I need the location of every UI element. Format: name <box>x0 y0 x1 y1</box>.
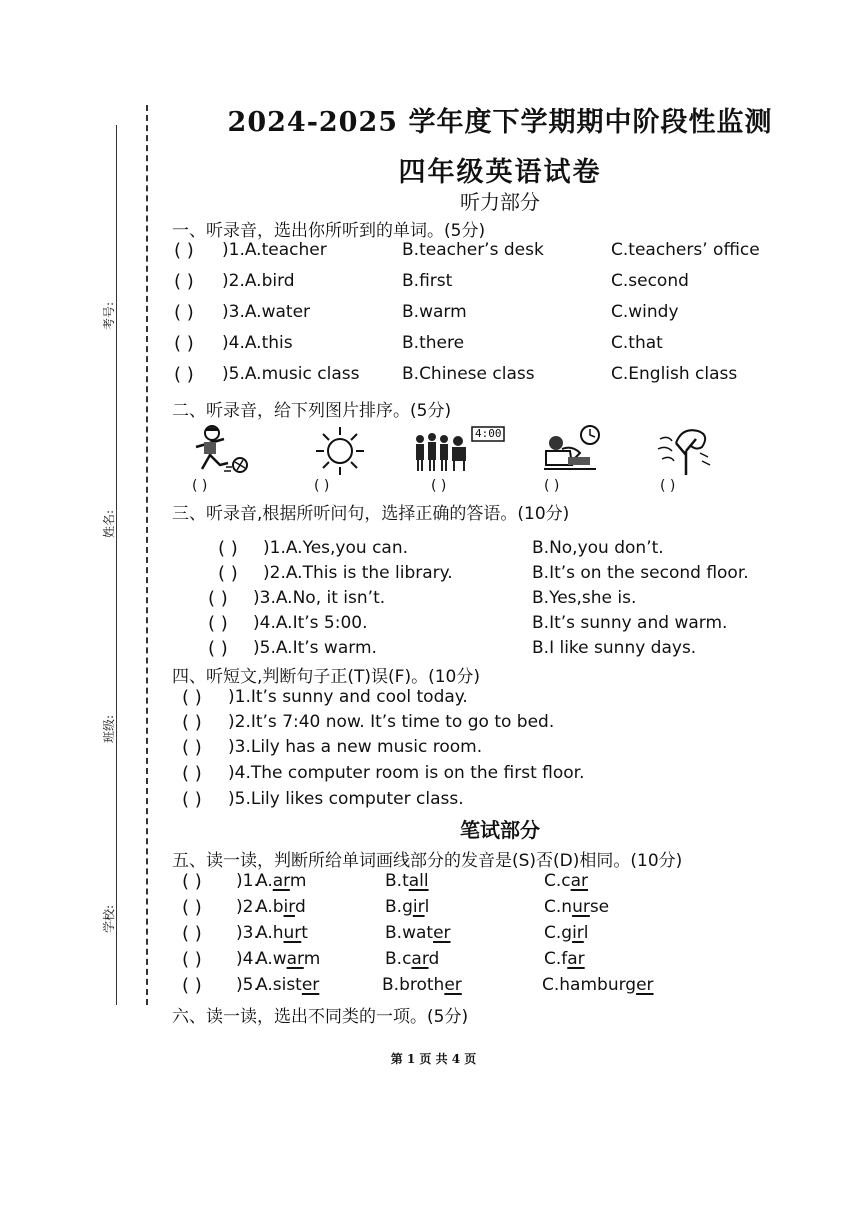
answer-blank[interactable]: ( ) <box>182 871 202 892</box>
word-part: A.sist <box>256 975 302 995</box>
question-row <box>0 333 867 361</box>
question-row <box>0 563 867 591</box>
section2-heading: 二、听录音，给下列图片排序。(5分) <box>172 401 452 421</box>
question-row <box>0 588 867 616</box>
option-a: )3.A.water <box>222 302 311 322</box>
answer-blank[interactable]: ( ) <box>208 613 228 634</box>
underlined-part: ur <box>283 923 302 943</box>
option-a <box>256 975 319 995</box>
page-footer: 第 1 页 共 4 页 <box>390 1052 477 1066</box>
word-part: m <box>303 949 321 969</box>
answer-blank[interactable]: ( ) <box>182 923 202 944</box>
option-c: C.English class <box>611 364 738 384</box>
answer-blank[interactable]: ( ) <box>182 737 202 758</box>
underlined-part: er <box>636 975 654 995</box>
option-c <box>544 949 585 969</box>
windy-tree-icon <box>656 425 716 477</box>
underlined-part: ar <box>272 871 290 891</box>
word-part: C.g <box>544 923 573 943</box>
answer-blank[interactable]: ( ) <box>182 712 202 733</box>
option-b: B.first <box>402 271 453 291</box>
option-c <box>544 897 609 917</box>
option-a <box>256 949 320 969</box>
statement: )1.It’s sunny and cool today. <box>228 687 468 707</box>
word-part: se <box>589 897 610 917</box>
word-part: t <box>301 923 308 943</box>
underlined-part: ur <box>572 897 590 917</box>
word-part: C.hamburg <box>542 975 637 995</box>
word-part: C.n <box>544 897 573 917</box>
answer-blank[interactable]: ( ) <box>218 538 238 559</box>
option-a: )1.A.teacher <box>222 240 327 260</box>
picture-answer-4[interactable]: ( ) <box>544 478 560 494</box>
question-row <box>0 364 867 392</box>
option-b: B.there <box>402 333 465 353</box>
question-row <box>0 613 867 641</box>
answer-blank[interactable]: ( ) <box>208 588 228 609</box>
option-c: C.teachers’ office <box>611 240 760 260</box>
word-part: B.broth <box>382 975 445 995</box>
boy-playing-football-icon <box>188 425 258 477</box>
underlined-part: ar <box>570 871 589 891</box>
option-b: B.Chinese class <box>402 364 535 384</box>
section6-heading: 六、读一读，选出不同类的一项。(5分) <box>172 1007 469 1027</box>
question-row <box>0 763 867 791</box>
option-b: B.I like sunny days. <box>532 638 697 658</box>
exam-title: 2024-2025 学年度下学期期中阶段性监测 <box>227 107 773 138</box>
option-a: )5.A.It’s warm. <box>253 638 377 658</box>
option-c: C.second <box>611 271 689 291</box>
word-part: B.g <box>385 897 413 917</box>
word-part: C.f <box>544 949 568 969</box>
option-b <box>385 949 439 969</box>
word-part: A.w <box>256 949 287 969</box>
option-a: )2.A.This is the library. <box>263 563 453 583</box>
option-c: C.that <box>611 333 663 353</box>
answer-blank[interactable]: ( ) <box>174 271 194 292</box>
word-part: d <box>428 949 440 969</box>
underlined-part: ar <box>411 949 429 969</box>
item-number: )2. <box>236 897 259 917</box>
school-label: 学校: <box>102 904 116 933</box>
underlined-part: ar <box>567 949 585 969</box>
word-part: A. <box>256 871 273 891</box>
answer-blank[interactable]: ( ) <box>174 364 194 385</box>
option-b <box>382 975 462 995</box>
clock-time-label: 4:00 <box>475 427 502 440</box>
underlined-part: ar <box>286 949 304 969</box>
option-a: )3.A.No, it isn’t. <box>253 588 386 608</box>
question-row <box>0 687 867 715</box>
answer-blank[interactable]: ( ) <box>182 687 202 708</box>
question-row <box>0 897 867 925</box>
answer-blank[interactable]: ( ) <box>182 975 202 996</box>
answer-blank[interactable]: ( ) <box>182 789 202 810</box>
picture-answer-1[interactable]: ( ) <box>192 478 208 494</box>
answer-blank[interactable]: ( ) <box>208 638 228 659</box>
question-row <box>0 871 867 899</box>
option-b: B.It’s on the second floor. <box>532 563 749 583</box>
exam-subtitle: 四年级英语试卷 <box>398 157 602 188</box>
underlined-part: ir <box>412 897 425 917</box>
option-b: B.It’s sunny and warm. <box>532 613 728 633</box>
option-a: )5.A.music class <box>222 364 360 384</box>
option-b: B.warm <box>402 302 467 322</box>
word-part: m <box>289 871 307 891</box>
question-row <box>0 975 867 1003</box>
answer-blank[interactable]: ( ) <box>182 949 202 970</box>
picture-answer-2[interactable]: ( ) <box>314 478 330 494</box>
option-c: C.windy <box>611 302 679 322</box>
option-a: )4.A.It’s 5:00. <box>253 613 368 633</box>
option-a <box>256 897 306 917</box>
boy-sleeping-clock-icon <box>540 425 606 477</box>
item-number: )1. <box>236 871 259 891</box>
answer-blank[interactable]: ( ) <box>174 333 194 354</box>
statement: )5.Lily likes computer class. <box>228 789 464 809</box>
listening-part-heading: 听力部分 <box>460 190 540 214</box>
option-a <box>256 923 308 943</box>
statement: )2.It’s 7:40 now. It’s time to go to bed. <box>228 712 555 732</box>
word-part: B.t <box>385 871 409 891</box>
option-c <box>544 871 588 891</box>
item-number: )5. <box>236 975 259 995</box>
question-row <box>0 240 867 268</box>
item-number: )3. <box>236 923 259 943</box>
option-b <box>385 871 429 891</box>
option-b: B.Yes,she is. <box>532 588 637 608</box>
answer-blank[interactable]: ( ) <box>182 897 202 918</box>
option-a: )2.A.bird <box>222 271 295 291</box>
word-part: d <box>294 897 306 917</box>
question-row <box>0 737 867 765</box>
word-part: B.wat <box>385 923 434 943</box>
word-part: B.c <box>385 949 412 969</box>
option-b <box>385 923 451 943</box>
option-b: B.teacher’s desk <box>402 240 544 260</box>
option-b <box>385 897 429 917</box>
section3-heading: 三、听录音,根据所听问句，选择正确的答语。(10分) <box>172 504 570 524</box>
question-row <box>0 302 867 330</box>
option-a: )4.A.this <box>222 333 293 353</box>
option-a <box>256 871 306 891</box>
word-part: A.h <box>256 923 284 943</box>
answer-blank[interactable]: ( ) <box>182 763 202 784</box>
picture-row <box>0 425 867 505</box>
students-and-clock-icon <box>412 425 508 477</box>
question-row <box>0 271 867 299</box>
written-part-heading: 笔试部分 <box>460 818 540 842</box>
class-label: 班级: <box>102 714 116 743</box>
name-label: 姓名: <box>102 509 116 538</box>
statement: )4.The computer room is on the first floor. <box>228 763 585 783</box>
question-row <box>0 712 867 740</box>
underlined-part: er <box>301 975 320 995</box>
sun-icon <box>312 425 368 477</box>
underlined-part: er <box>444 975 462 995</box>
underlined-part: ir <box>572 923 584 943</box>
section1-heading: 一、听录音，选出你所听到的单词。(5分) <box>172 221 486 241</box>
underlined-part: all <box>408 871 429 891</box>
question-row <box>0 923 867 951</box>
question-row <box>0 789 867 817</box>
answer-blank[interactable]: ( ) <box>174 302 194 323</box>
option-b: B.No,you don’t. <box>532 538 664 558</box>
word-part: l <box>424 897 430 917</box>
section5-heading: 五、读一读，判断所给单词画线部分的发音是(S)否(D)相同。(10分) <box>172 851 683 871</box>
underlined-part: ir <box>283 897 295 917</box>
word-part: l <box>583 923 589 943</box>
word-part: C.c <box>544 871 571 891</box>
question-row <box>0 538 867 566</box>
answer-blank[interactable]: ( ) <box>174 240 194 261</box>
picture-answer-5[interactable]: ( ) <box>660 478 676 494</box>
exam-number-label: 考号: <box>102 301 116 330</box>
section4-heading: 四、听短文,判断句子正(T)误(F)。(10分) <box>172 667 480 687</box>
statement: )3.Lily has a new music room. <box>228 737 483 757</box>
word-part: A.b <box>256 897 284 917</box>
question-row <box>0 949 867 977</box>
item-number: )4. <box>236 949 259 969</box>
underlined-part: er <box>433 923 451 943</box>
picture-answer-3[interactable]: ( ) <box>431 478 447 494</box>
option-c <box>542 975 654 995</box>
answer-blank[interactable]: ( ) <box>218 563 238 584</box>
option-c <box>544 923 589 943</box>
option-a: )1.A.Yes,you can. <box>263 538 409 558</box>
